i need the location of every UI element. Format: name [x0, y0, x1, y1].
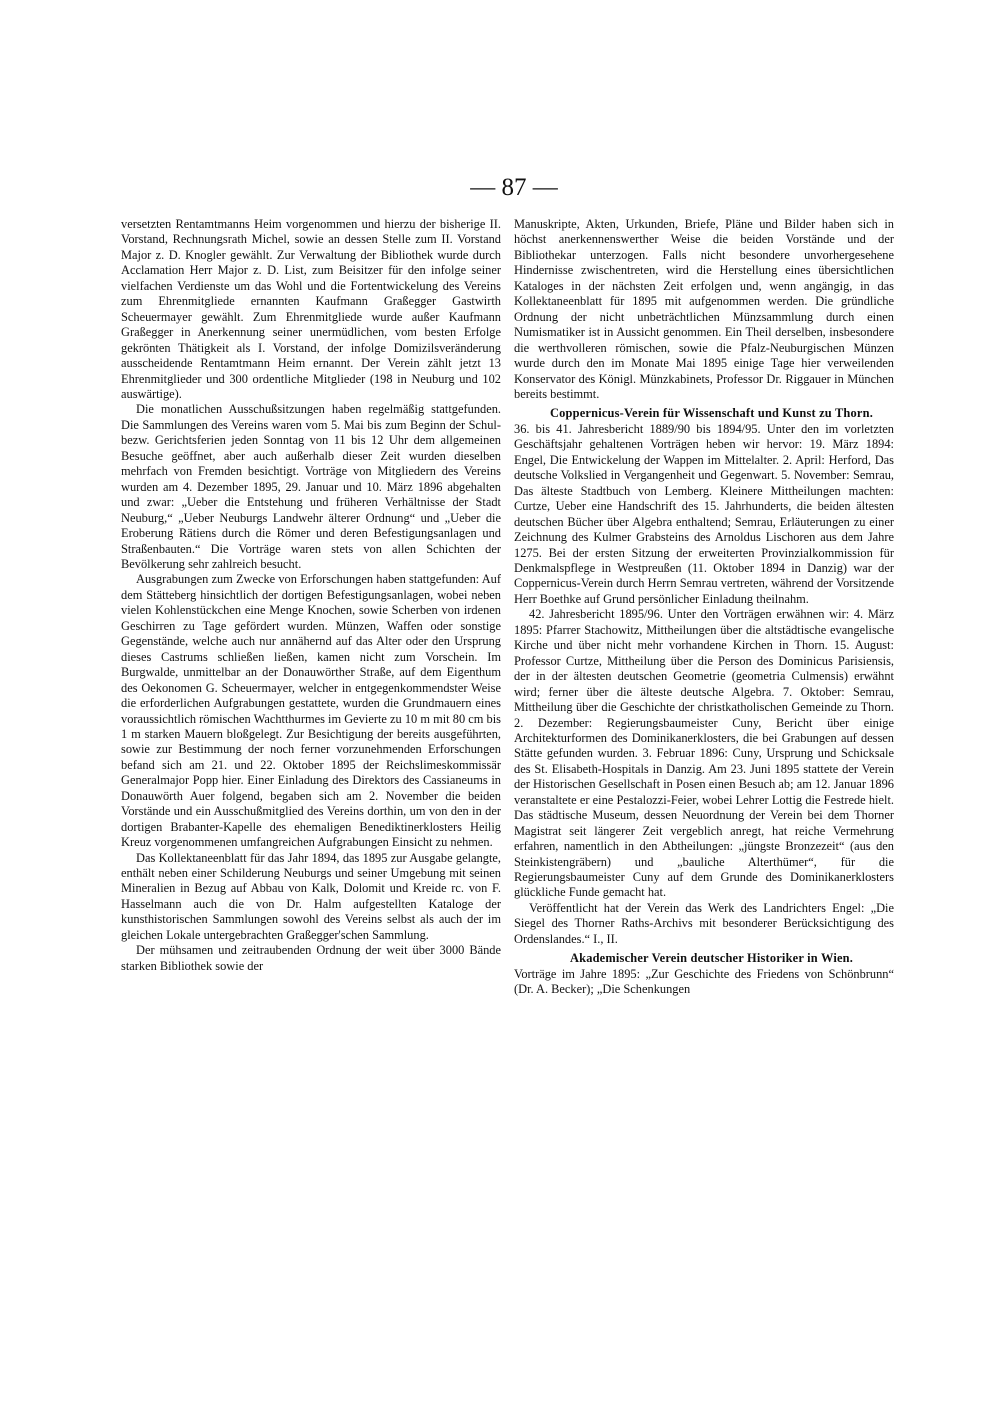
paragraph: versetzten Rentamtmanns Heim vorgenommen und hierzu der bisherige II. Vorstand, Rechnungsrath Michel, sowie an dessen Stelle zum II. Vorstand Major z. D. Knogler gewählt. Zur Verwaltung der Bibliothek wurde durch Acclamation Herr Major z. D. List, zum Beisitzer für den infolge seiner vielfachen Verdienste um das Wohl und die Fortentwickelung des Vereins zum Ehrenmitgliede ernannten Kaufmann Graßegger Gastwirth Scheuermayer gewählt. Zum Ehrenmitgliede wurde außer Kaufmann Graßegger in Anerkennung seiner unermüdlichen, vom besten Erfolge gekrönten Thätigkeit als I. Vorstand, der infolge Domizilsveränderung ausscheidende Rentamtmann Heim ernannt. Der Verein zählt jetzt 13 Ehrenmitglieder und 300 ordentliche Mitglieder (198 in Neuburg und 102 auswärtige). — [121, 217, 501, 401]
paragraph: Die monatlichen Ausschußsitzungen haben regelmäßig stattgefunden. Die Sammlungen des Vereins waren vom 5. Mai bis zum Beginn der Schul- bezw. Gerichtsferien jeden Sonntag von 11 bis 12 Uhr dem allgemeinen Besuche geöffnet, aber auch außerhalb dieser Zeit wurden dieselben mehrfach von Fremden besichtigt. Vorträge von Mitgliedern des Vereins wurden am 4. Dezember 1895, 29. Januar und 10. März 1896 abgehalten und zwar: „Ueber die Entstehung und früheren Verhältnisse der Stadt Neuburg,“ „Ueber Neuburgs Landwehr älterer Ordnung“ und „Ueber die Eroberung Rätiens durch die Römer und deren Befestigungsanlagen und Straßenbauten.“ Die Vorträge waren stets von allen Schichten der Bevölkerung sehr zahlreich besucht. — [121, 402, 501, 571]
section-paragraph — [514, 406, 894, 607]
section-paragraph — [514, 951, 894, 997]
section-heading: Akademischer Verein deutscher Historiker in Wien. — [569, 951, 854, 966]
section-heading: Coppernicus-Verein für Wissenschaft und Kunst zu Thorn. — [549, 406, 874, 421]
right-column — [514, 217, 894, 998]
paragraph: Das Kollektaneenblatt für das Jahr 1894, das 1895 zur Ausgabe gelangte, enthält neben einer Schilderung Neuburgs und seiner Umgebung mit seinen Mineralien in Bezug auf Abbau von Kalk, Dolomit und Kreide rc. von F. Hasselmann auch die von Dr. Halm aufgestellten Kataloge der kunsthistorischen Sammlungen sowohl des Vereins selbst als auch der im gleichen Lokale untergebrachten Graßegger'schen Sammlung. — [121, 850, 501, 942]
page-number: — 87 — — [470, 174, 558, 201]
paragraph-text: 36. bis 41. Jahresbericht 1889/90 bis 1894/95. Unter den im vorletzten Geschäftsjahr gehaltenen Vorträgen heben wir hervor: 19. März 1894: Engel, Die Entwickelung der Wappen im Mittelalter. 2. April: Herford, Das deutsche Volkslied in Vergangenheit und Gegenwart. 5. November: Semrau, Das älteste Stadtbuch von Lemberg. Kleinere Mittheilungen machten: Curtze, Ueber eine Handschrift des 15. Jahrhunderts, die beiden ältesten deutschen Bücher über Algebra enthaltend; Semrau, Erläuterungen zu einer Zeichnung des Kulmer Grabsteins des Arnoldus Lischoren aus dem Jahre 1275. Bei der ersten Sitzung der erweiterten Provinzialkommission für Denkmalspflege in Westpreußen (11. Oktober 1894 in Danzig) war der Coppernicus-Verein durch Herrn Semrau vertreten, während der Vorsitzende Herr Boethke auf Grund persönlicher Einladung theilnahm. — [514, 421, 894, 606]
paragraph: 42. Jahresbericht 1895/96. Unter den Vorträgen erwähnen wir: 4. März 1895: Pfarrer Stachowitz, Mittheilungen über die altstädtische evangelische Kirche und über nicht mehr vorhandene Kirchen in Thorn. 15. August: Professor Curtze, Mittheilung über die Person des Dominicus Parisiensis, der in der ältesten deutschen Geometrie (geometria Culmensis) erwähnt wird; ferner über die älteste deutsche Algebra. 7. Oktober: Semrau, Mittheilung über die Geschichte der christkatholischen Gemeinde zu Thorn. 2. Dezember: Regierungsbaumeister Cuny, Bericht über einige Architekturformen des Dominikanerklosters, die bei Grabungen auf dessen Stätte gefunden wurden. 3. Februar 1896: Cuny, Ursprung und Schicksale des St. Elisabeth-Hospitals in Danzig. Am 23. Juni 1895 stattete der Verein der Historischen Gesellschaft in Posen einen Besuch ab; am 12. Januar 1896 veranstaltete er eine Pestalozzi-Feier, wobei Lehrer Lottig die Festrede hielt. Das städtische Museum, dessen Neuordnung der Verein bei dem Thorner Magistrat seit längerer Zeit vergeblich anregt, hat reiche Vermehrung erfahren, namentlich in den Abtheilungen: „jüngste Bronzezeit“ (aus den Steinkistengräbern) und „bauliche Alterthümer“, für die Regierungsbaumeister Cuny auf dem Grunde des Dominikanerklosters glückliche Funde gemacht hat. — [514, 607, 894, 900]
paragraph-text: Vorträge im Jahre 1895: „Zur Geschichte des Friedens von Schönbrunn“ (Dr. A. Becker); „Die Schenkungen — [514, 966, 894, 997]
paragraph: Der mühsamen und zeitraubenden Ordnung der weit über 3000 Bände starken Bibliothek sowie der — [121, 943, 501, 973]
left-column — [121, 217, 501, 974]
paragraph: Ausgrabungen zum Zwecke von Erforschungen haben stattgefunden: Auf dem Stätteberg hinsichtlich der dortigen Befestigungsanlagen, wobei neben vielen Kohlenstückchen eine Menge Knochen, sowie Scherben von irdenen Geschirren zu Tage gefördert wurden. Münzen, Waffen oder sonstige Gegenstände, welche auch nur annähernd auf das Alter oder den Ursprung dieses Castrums schließen ließen, kamen nicht zum Vorschein. Im Burgwalde, unmittelbar an der Donauwörther Straße, auf dem Eigenthum des Oekonomen G. Scheuermayer, welcher in entgegenkommendster Weise die erforderlichen Aufgrabungen gestattete, wurden die Grundmauern eines voraussichtlich römischen Wachtthurmes im Gevierte zu 10 m mit 80 cm bis 1 m starken Mauern bloßgelegt. Zur Besichtigung der bereits ausgeführten, sowie zur Bestimmung der noch ferner vorzunehmenden Erforschungen befand sich am 21. und 22. Oktober 1895 der Reichslimeskommissär Generalmajor Popp hier. Einer Einladung des Direktors des Cassianeums in Donauwörth Auer folgend, begaben sich am 2. November die beiden Vorstände und ein Ausschußmitglied des Vereins dorthin, um von den in der dortigen Brabanter-Kapelle des ehemaligen Benediktinerklosters Heilig Kreuz vorgenommenen umfangreichen Aufgrabungen Einsicht zu nehmen. — [121, 572, 501, 850]
paragraph: Veröffentlicht hat der Verein das Werk des Landrichters Engel: „Die Siegel des Thorner Raths-Archivs mit besonderer Berücksichtigung des Ordenslandes.“ I., II. — [514, 900, 894, 946]
paragraph: Manuskripte, Akten, Urkunden, Briefe, Pläne und Bilder haben sich in höchst anerkennenswerther Weise die beiden Vorstände und der Bibliothekar unterzogen. Falls nicht besondere unvorhergesehene Hindernisse zwischentreten, wird die Herstellung eines übersichtlichen Kataloges in der nächsten Zeit erfolgen und, wenn angängig, in das Kollektaneenblatt für 1895 mit aufgenommen werden. Die gründliche Ordnung der nicht unbeträchtlichen Münzsammlung durch einen Numismatiker ist in Aussicht genommen. Ein Theil derselben, insbesondere die werthvolleren römischen, sowie die Pfalz-Neuburgischen Münzen wurde durch den im Monate Mai 1895 einige Tage hier verweilenden Konservator des Königl. Münzkabinets, Professor Dr. Riggauer in München bereits bestimmt. — [514, 217, 894, 401]
